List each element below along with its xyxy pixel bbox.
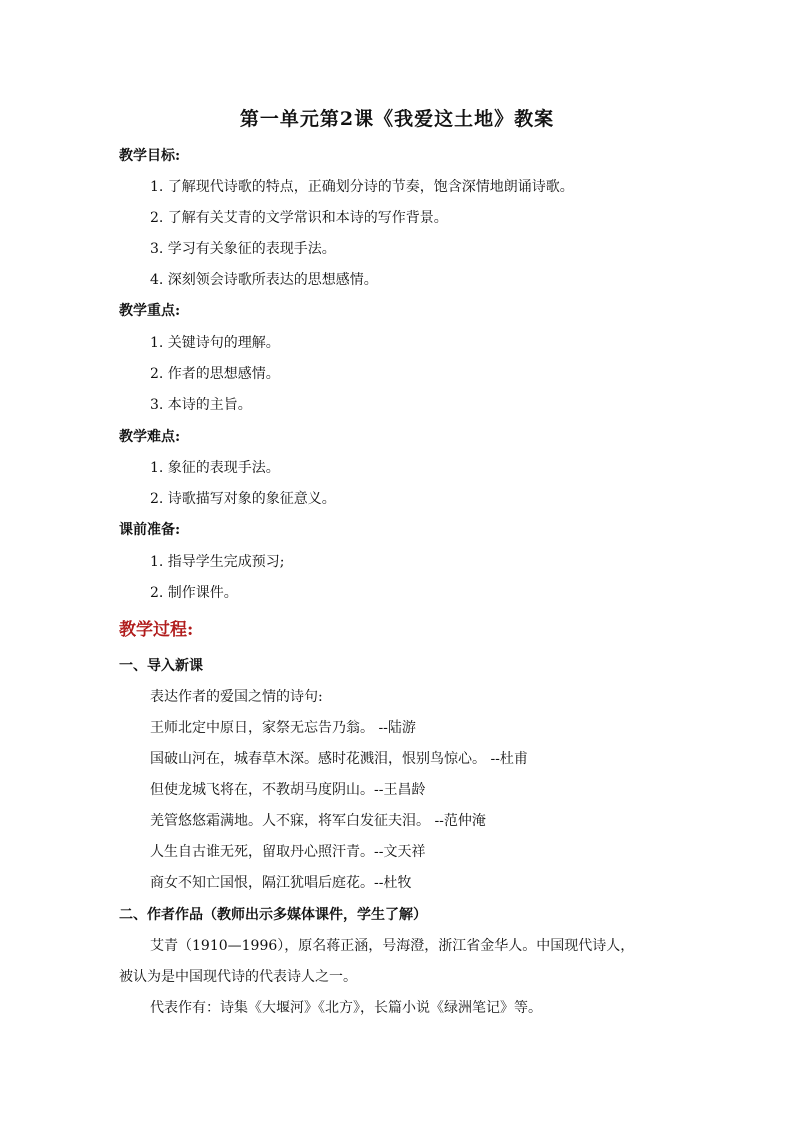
author-paragraph-continued: 被认为是中国现代诗的代表诗人之一。 xyxy=(119,969,357,985)
preparation-item: 2. 制作课件。 xyxy=(150,585,238,601)
key-point-item: 2. 作者的思想感情。 xyxy=(150,366,280,382)
key-point-item: 3. 本诗的主旨。 xyxy=(150,397,252,413)
poem-line: 商女不知亡国恨，隔江犹唱后庭花。--杜牧 xyxy=(150,875,412,891)
poem-line: 但使龙城飞将在，不教胡马度阴山。--王昌龄 xyxy=(150,782,426,798)
process-heading: 教学过程: xyxy=(119,620,194,640)
section1-intro: 表达作者的爱国之情的诗句: xyxy=(150,689,323,705)
goals-heading: 教学目标: xyxy=(119,148,181,164)
section1-heading: 一、导入新课 xyxy=(119,658,203,674)
goal-item: 2. 了解有关艾青的文学常识和本诗的写作背景。 xyxy=(150,210,448,226)
section2-heading: 二、作者作品（教师出示多媒体课件，学生了解） xyxy=(119,907,427,923)
key-point-item: 1. 关键诗句的理解。 xyxy=(150,335,280,351)
poem-line: 羌管悠悠霜满地。人不寐，将军白发征夫泪。 --范仲淹 xyxy=(150,813,486,829)
preparation-item: 1. 指导学生完成预习; xyxy=(150,554,285,570)
difficulty-item: 1. 象征的表现手法。 xyxy=(150,460,280,476)
goal-item: 1. 了解现代诗歌的特点，正确划分诗的节奏，饱含深情地朗诵诗歌。 xyxy=(150,179,574,195)
difficulty-item: 2. 诗歌描写对象的象征意义。 xyxy=(150,491,336,507)
poem-line: 人生自古谁无死，留取丹心照汗青。--文天祥 xyxy=(150,844,426,860)
author-paragraph: 艾青（1910—1996），原名蒋正涵，号海澄，浙江省金华人。中国现代诗人， xyxy=(150,938,635,954)
preparation-heading: 课前准备: xyxy=(119,522,181,538)
document-title: 第一单元第2课《我爱这土地》教案 xyxy=(239,108,555,130)
goal-item: 3. 学习有关象征的表现手法。 xyxy=(150,241,336,257)
poem-line: 王师北定中原日，家祭无忘告乃翁。 --陆游 xyxy=(150,720,416,736)
goal-item: 4. 深刻领会诗歌所表达的思想感情。 xyxy=(150,272,378,288)
works-paragraph: 代表作有：诗集《大堰河》《北方》，长篇小说《绿洲笔记》等。 xyxy=(150,1000,542,1016)
poem-line: 国破山河在，城春草木深。感时花溅泪，恨别鸟惊心。 --杜甫 xyxy=(150,751,528,767)
key-points-heading: 教学重点: xyxy=(119,303,181,319)
difficulties-heading: 教学难点: xyxy=(119,429,181,445)
